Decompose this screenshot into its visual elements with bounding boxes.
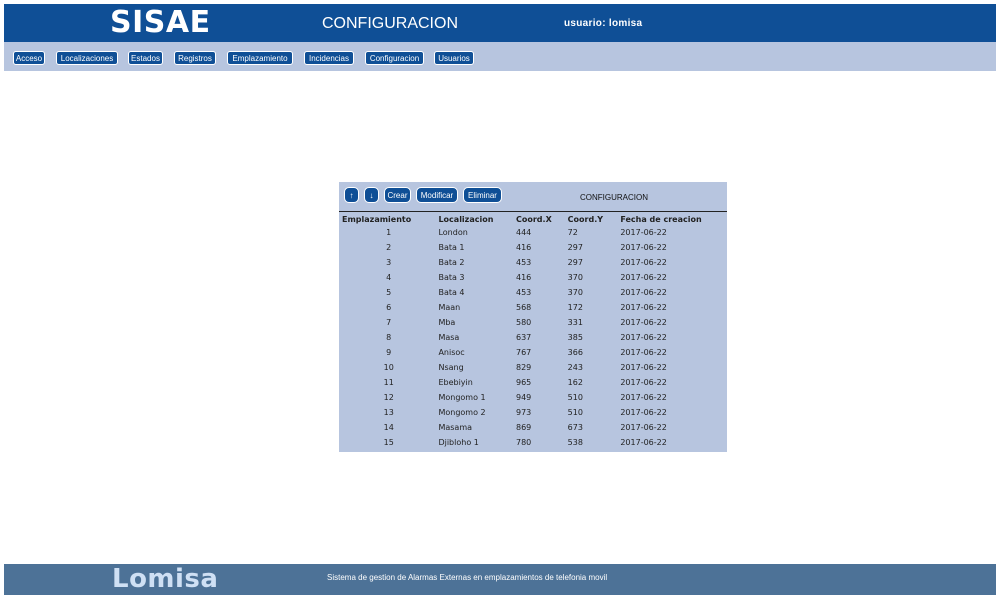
table-row[interactable] bbox=[339, 330, 727, 345]
cell-coord-x: 965 bbox=[516, 378, 532, 387]
cell-coord-y: 331 bbox=[567, 318, 583, 327]
cell-emplazamiento: 4 bbox=[386, 273, 392, 282]
cell-coord-y: 162 bbox=[567, 378, 583, 387]
cell-emplazamiento: 2 bbox=[386, 243, 392, 252]
cell-localizacion: Masama bbox=[438, 423, 473, 432]
cell-coord-x: 949 bbox=[516, 393, 532, 402]
column-header-coord-y: Coord.Y bbox=[567, 214, 604, 224]
cell-fecha-creacion: 2017-06-22 bbox=[620, 228, 667, 237]
cell-fecha-creacion: 2017-06-22 bbox=[620, 243, 667, 252]
table-row[interactable] bbox=[339, 375, 727, 390]
cell-emplazamiento: 8 bbox=[386, 333, 392, 342]
table-row[interactable] bbox=[339, 240, 727, 255]
panel-title: CONFIGURACION bbox=[580, 193, 648, 202]
app-title: SISAE bbox=[110, 5, 211, 40]
cell-localizacion: Masa bbox=[438, 333, 460, 342]
cell-fecha-creacion: 2017-06-22 bbox=[620, 288, 667, 297]
cell-localizacion: Bata 4 bbox=[438, 288, 465, 297]
table-row[interactable] bbox=[339, 420, 727, 435]
cell-emplazamiento: 14 bbox=[383, 423, 394, 432]
cell-coord-x: 767 bbox=[516, 348, 532, 357]
nav-incidencias-button[interactable]: Incidencias bbox=[304, 51, 354, 65]
cell-emplazamiento: 15 bbox=[383, 438, 394, 447]
nav-localizaciones-button[interactable]: Localizaciones bbox=[56, 51, 118, 65]
table-row[interactable] bbox=[339, 315, 727, 330]
user-label: usuario: lomisa bbox=[564, 18, 643, 29]
table-row[interactable] bbox=[339, 225, 727, 240]
footer-bar bbox=[4, 564, 996, 595]
cell-emplazamiento: 1 bbox=[386, 228, 392, 237]
cell-coord-x: 780 bbox=[516, 438, 532, 447]
cell-coord-x: 444 bbox=[516, 228, 532, 237]
cell-emplazamiento: 7 bbox=[386, 318, 392, 327]
delete-button[interactable]: Eliminar bbox=[463, 187, 502, 203]
cell-localizacion: Mongomo 1 bbox=[438, 393, 486, 402]
cell-coord-y: 243 bbox=[567, 363, 583, 372]
cell-coord-y: 370 bbox=[567, 273, 583, 282]
cell-fecha-creacion: 2017-06-22 bbox=[620, 378, 667, 387]
table-row[interactable] bbox=[339, 405, 727, 420]
cell-coord-y: 297 bbox=[567, 243, 583, 252]
cell-coord-y: 172 bbox=[567, 303, 583, 312]
nav-estados-button[interactable]: Estados bbox=[128, 51, 163, 65]
cell-coord-x: 453 bbox=[516, 258, 532, 267]
nav-acceso-button[interactable]: Acceso bbox=[13, 51, 45, 65]
lomisa-logo: Lomisa bbox=[112, 564, 219, 594]
cell-localizacion: Anisoc bbox=[438, 348, 465, 357]
nav-emplazamiento-button[interactable]: Emplazamiento bbox=[227, 51, 293, 65]
configuration-panel bbox=[339, 182, 727, 452]
table-row[interactable] bbox=[339, 360, 727, 375]
cell-emplazamiento: 9 bbox=[386, 348, 392, 357]
cell-localizacion: Maan bbox=[438, 303, 461, 312]
cell-localizacion: Nsang bbox=[438, 363, 464, 372]
cell-fecha-creacion: 2017-06-22 bbox=[620, 423, 667, 432]
cell-coord-y: 72 bbox=[567, 228, 578, 237]
cell-emplazamiento: 5 bbox=[386, 288, 392, 297]
cell-localizacion: Ebebiyin bbox=[438, 378, 473, 387]
cell-coord-x: 453 bbox=[516, 288, 532, 297]
column-header-fecha-creacion: Fecha de creacion bbox=[620, 214, 702, 224]
cell-localizacion: Djibloho 1 bbox=[438, 438, 479, 447]
table-row[interactable] bbox=[339, 300, 727, 315]
cell-coord-y: 370 bbox=[567, 288, 583, 297]
nav-registros-button[interactable]: Registros bbox=[174, 51, 216, 65]
cell-coord-y: 297 bbox=[567, 258, 583, 267]
column-header-coord-x: Coord.X bbox=[516, 214, 552, 224]
cell-emplazamiento: 11 bbox=[383, 378, 394, 387]
table-row[interactable] bbox=[339, 435, 727, 450]
cell-localizacion: Mba bbox=[438, 318, 456, 327]
panel-toolbar bbox=[339, 182, 727, 212]
cell-coord-x: 416 bbox=[516, 273, 532, 282]
table-row[interactable] bbox=[339, 345, 727, 360]
nav-usuarios-button[interactable]: Usuarios bbox=[434, 51, 474, 65]
cell-fecha-creacion: 2017-06-22 bbox=[620, 333, 667, 342]
cell-emplazamiento: 10 bbox=[383, 363, 394, 372]
cell-coord-x: 637 bbox=[516, 333, 532, 342]
header-bar bbox=[4, 4, 996, 42]
cell-localizacion: Bata 1 bbox=[438, 243, 465, 252]
cell-fecha-creacion: 2017-06-22 bbox=[620, 348, 667, 357]
cell-fecha-creacion: 2017-06-22 bbox=[620, 393, 667, 402]
cell-localizacion: Bata 2 bbox=[438, 258, 465, 267]
cell-emplazamiento: 13 bbox=[383, 408, 394, 417]
panel-divider bbox=[339, 211, 727, 212]
cell-coord-x: 973 bbox=[516, 408, 532, 417]
table-row[interactable] bbox=[339, 270, 727, 285]
cell-emplazamiento: 6 bbox=[386, 303, 392, 312]
cell-emplazamiento: 3 bbox=[386, 258, 392, 267]
create-button[interactable]: Crear bbox=[384, 187, 411, 203]
table-body bbox=[339, 225, 727, 450]
cell-fecha-creacion: 2017-06-22 bbox=[620, 438, 667, 447]
cell-coord-x: 416 bbox=[516, 243, 532, 252]
cell-coord-y: 510 bbox=[567, 408, 583, 417]
move-up-button[interactable]: ↑ bbox=[344, 187, 359, 203]
cell-fecha-creacion: 2017-06-22 bbox=[620, 258, 667, 267]
cell-localizacion: Mongomo 2 bbox=[438, 408, 486, 417]
cell-coord-x: 869 bbox=[516, 423, 532, 432]
cell-fecha-creacion: 2017-06-22 bbox=[620, 408, 667, 417]
nav-bar bbox=[4, 42, 996, 71]
cell-emplazamiento: 12 bbox=[383, 393, 394, 402]
cell-fecha-creacion: 2017-06-22 bbox=[620, 318, 667, 327]
cell-fecha-creacion: 2017-06-22 bbox=[620, 303, 667, 312]
cell-fecha-creacion: 2017-06-22 bbox=[620, 273, 667, 282]
cell-coord-y: 673 bbox=[567, 423, 583, 432]
emplazamientos-table bbox=[339, 213, 727, 450]
cell-coord-x: 568 bbox=[516, 303, 532, 312]
move-down-button[interactable]: ↓ bbox=[364, 187, 379, 203]
nav-configuracion-button[interactable]: Configuracion bbox=[365, 51, 424, 65]
cell-coord-x: 580 bbox=[516, 318, 532, 327]
cell-coord-y: 538 bbox=[567, 438, 583, 447]
cell-localizacion: London bbox=[438, 228, 468, 237]
cell-localizacion: Bata 3 bbox=[438, 273, 465, 282]
cell-coord-y: 385 bbox=[567, 333, 583, 342]
table-row[interactable] bbox=[339, 255, 727, 270]
cell-fecha-creacion: 2017-06-22 bbox=[620, 363, 667, 372]
column-header-emplazamiento: Emplazamiento bbox=[342, 214, 412, 224]
table-header-row bbox=[339, 213, 727, 225]
cell-coord-x: 829 bbox=[516, 363, 532, 372]
cell-coord-y: 510 bbox=[567, 393, 583, 402]
cell-coord-y: 366 bbox=[567, 348, 583, 357]
page-title: CONFIGURACION bbox=[322, 15, 458, 32]
column-header-localizacion: Localizacion bbox=[438, 214, 494, 224]
table-row[interactable] bbox=[339, 390, 727, 405]
table-row[interactable] bbox=[339, 285, 727, 300]
modify-button[interactable]: Modificar bbox=[416, 187, 458, 203]
footer-description: Sistema de gestion de Alarmas Externas en emplazamientos de telefonia movil bbox=[327, 573, 608, 582]
